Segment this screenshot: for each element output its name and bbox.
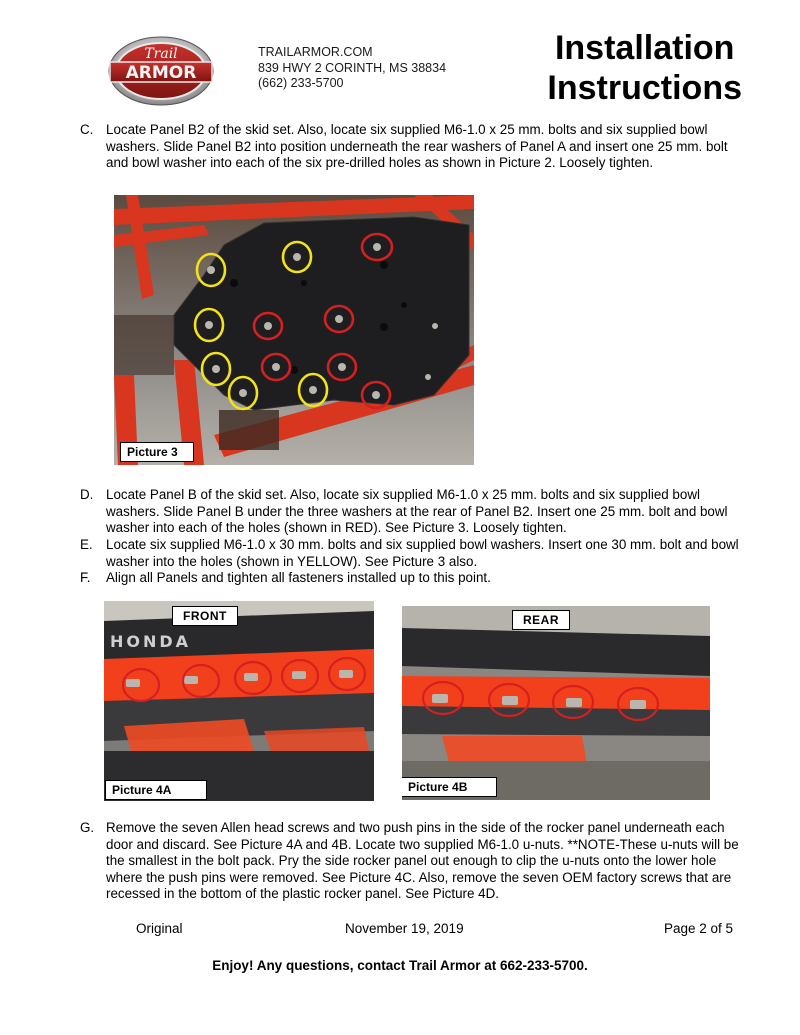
- company-info: [258, 45, 446, 92]
- honda-lettering: HONDA: [110, 632, 192, 651]
- footer-original: Original: [136, 921, 183, 936]
- step-letter: C.: [80, 122, 94, 137]
- step-text: Remove the seven Allen head screws and two push pins in the side of the rocker panel underneath each door and discard. See Picture 4A and 4B. Locate two supplied M6-1.0 u-nuts. **NOTE-These u-nuts will be the smallest in the bolt pack. Pry the side rocker panel out enough to clip the u-nuts onto the lower hole where the push pins were removed. See Picture 4C. Also, remove the seven OEM factory screws that are recessed in the bottom of the plastic rocker panel. See Picture 4D.: [106, 820, 739, 902]
- step-letter: D.: [80, 487, 94, 502]
- trail-armor-logo: [108, 36, 214, 106]
- picture-4a-front-tag: FRONT: [172, 606, 238, 626]
- step-text: Locate Panel B of the skid set. Also, locate six supplied M6-1.0 x 25 mm. bolts and six supplied bowl washers. Slide Panel B under the three washers at the rear of Panel B2. Insert one 25 mm. bolt and bowl washer into each of the holes (shown in RED). See Picture 3. Loosely tighten.: [106, 487, 728, 536]
- front-rocker-photo: [104, 601, 374, 801]
- step-letter: F.: [80, 570, 91, 585]
- picture-4b-caption: Picture 4B: [402, 777, 497, 797]
- picture-4b-rear-tag: REAR: [512, 610, 570, 630]
- company-address: 839 HWY 2 CORINTH, MS 38834: [258, 60, 447, 75]
- picture-4a-caption: Picture 4A: [105, 780, 207, 800]
- skid-plate-photo: [114, 195, 474, 465]
- footer-contact: Enjoy! Any questions, contact Trail Armor at 662-233-5700.: [212, 958, 588, 973]
- picture-3-caption: Picture 3: [120, 442, 194, 462]
- step-d: [80, 487, 752, 537]
- title-line-2: Instructions: [547, 69, 742, 107]
- step-text: Align all Panels and tighten all fasteners installed up to this point.: [106, 570, 491, 585]
- picture-4a: [104, 601, 374, 801]
- step-letter: E.: [80, 537, 93, 552]
- step-letter: G.: [80, 820, 95, 835]
- step-g: [80, 820, 752, 903]
- step-text: Locate six supplied M6-1.0 x 30 mm. bolts and six supplied bowl washers. Insert one 30 mm. bolt and bowl washer into the holes (shown in YELLOW). See Picture 3 also.: [106, 537, 739, 569]
- step-e: [80, 537, 752, 570]
- step-c: [80, 122, 752, 172]
- picture-4b: [402, 606, 710, 800]
- title-line-1: Installation: [554, 29, 735, 67]
- footer-page-number: Page 2 of 5: [664, 921, 734, 936]
- step-text: Locate Panel B2 of the skid set. Also, locate six supplied M6-1.0 x 25 mm. bolts and six supplied bowl washers. Slide Panel B2 into position underneath the rear washers of Panel A and insert one 25 mm. bolt and bowl washer into each of the six pre-drilled holes as shown in Picture 2. Loosely tighten.: [106, 122, 728, 171]
- picture-3: [114, 195, 474, 465]
- logo-text-bottom: ARMOR: [125, 63, 197, 83]
- company-phone: (662) 233-5700: [258, 76, 344, 90]
- company-website: TRAILARMOR.COM: [258, 45, 373, 59]
- page-title: [547, 28, 742, 108]
- step-f: [80, 570, 752, 587]
- logo-text-top: Trail: [144, 46, 178, 62]
- footer-date: November 19, 2019: [345, 921, 464, 936]
- rear-rocker-photo: [402, 606, 710, 800]
